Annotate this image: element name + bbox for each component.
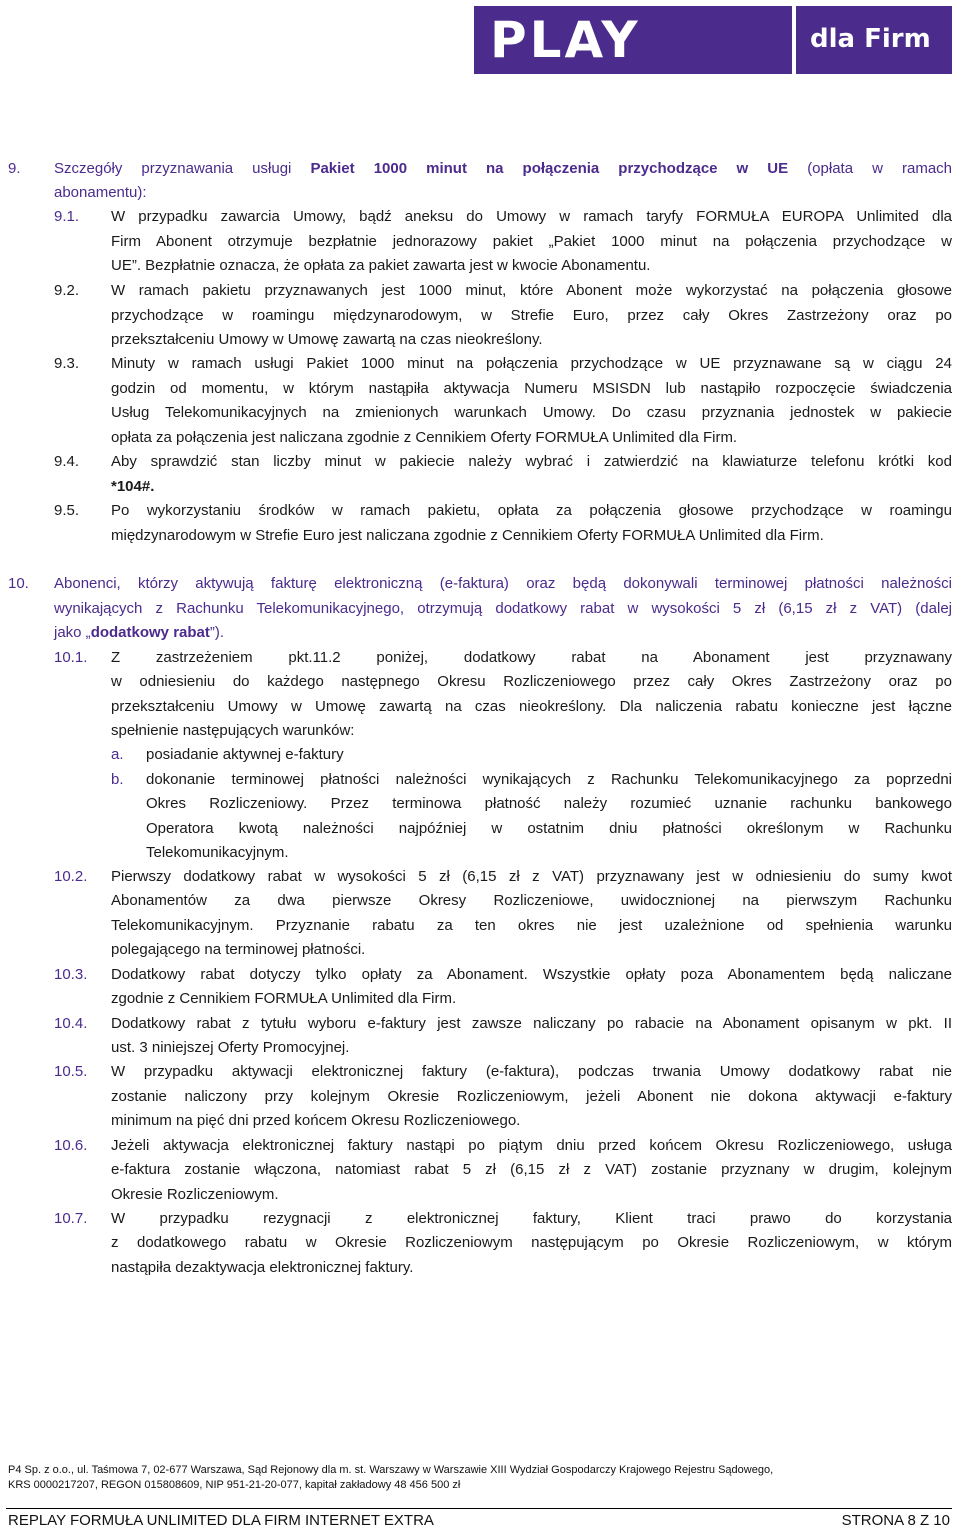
heading-bold-text: Pakiet 1000 minut na połączenia przychodzące w UE <box>310 160 789 177</box>
item-10-7-number: 10.7. <box>54 1210 88 1227</box>
item-10-4-line: Dodatkowy rabat z tytułu wyboru e-faktury jest zawsze naliczany po rabacie na Abonament opisanym w pkt. II <box>111 1015 952 1032</box>
item-9-2-line: przychodzące w roamingu międzynarodowym, w Strefie Euro, przez cały Okres Zastrzeżony oraz po <box>111 307 952 324</box>
item-9-1-line: Firm Abonent otrzymuje bezpłatnie jednorazowy pakiet „Pakiet 1000 minut na połączenia przychodzące w <box>111 233 952 250</box>
item-10-3-line: Dodatkowy rabat dotyczy tylko opłaty za Abonament. Wszystkie opłaty poza Abonamentem będą naliczane <box>111 966 952 983</box>
item-10-7-line: z dodatkowego rabatu w Okresie Rozliczeniowym następującym po Okresie Rozliczeniowym, w którym <box>111 1234 952 1251</box>
item-9-4-line: Aby sprawdzić stan liczby minut w pakiecie należy wybrać i zatwierdzić na klawiaturze telefonu krótki kod <box>111 453 952 470</box>
condition-b-label: b. <box>111 771 124 788</box>
item-9-4-number: 9.4. <box>54 453 80 470</box>
text: jako „ <box>54 624 91 641</box>
item-10-7-line: nastąpiła dezaktywacja elektronicznej faktury. <box>111 1259 414 1276</box>
item-10-2-line: Abonamentów za dwa pierwsze Okresy Rozliczeniowe, uwidocznionej na pierwszym Rachunku <box>111 892 952 909</box>
item-9-3-line: opłata za połączenia jest naliczana zgodnie z Cennikiem Oferty FORMUŁA Unlimited dla Firm. <box>111 429 738 446</box>
text: ”). <box>209 624 225 641</box>
footer-page-number: STRONA 8 Z 10 <box>841 1512 950 1529</box>
item-9-1-number: 9.1. <box>54 208 80 225</box>
item-9-2-number: 9.2. <box>54 282 80 299</box>
logo-play-text: PLAY <box>490 11 641 69</box>
item-10-1-number: 10.1. <box>54 649 88 666</box>
item-10-5-number: 10.5. <box>54 1063 88 1080</box>
condition-b-line: Operatora kwotą należności najpóźniej w ostatnim dniu płatności określonym w Rachunku <box>146 820 952 837</box>
item-10-1-line: w odniesieniu do każdego następnego Okresu Rozliczeniowego przez cały Okres Zastrzeżony oraz po <box>111 673 952 690</box>
logo-divider <box>792 6 796 74</box>
item-10-2-number: 10.2. <box>54 868 88 885</box>
item-10-2-line: Telekomunikacyjnym. Przyznanie rabatu za ten okres nie jest uzależnione od spełnienia warunku <box>111 917 952 934</box>
condition-a-label: a. <box>111 746 124 763</box>
item-9-3-line: Usług Telekomunikacyjnych na zmienionych warunkach Umowy. Do czasu przyznania jednostek w pakiecie <box>111 404 952 421</box>
section-10-number: 10. <box>8 575 29 592</box>
item-9-3-line: Minuty w ramach usługi Pakiet 1000 minut na połączenia przychodzące w UE przyznawane są w ciągu 24 <box>111 355 952 372</box>
item-10-6-number: 10.6. <box>54 1137 88 1154</box>
defined-term: dodatkowy rabat <box>90 624 210 641</box>
item-10-3-number: 10.3. <box>54 966 88 983</box>
item-10-5-line: W przypadku aktywacji elektronicznej faktury (e-faktura), podczas trwania Umowy dodatkowy rabat nie <box>111 1063 952 1080</box>
item-10-3-line: zgodnie z Cennikiem FORMUŁA Unlimited dla Firm. <box>111 990 457 1007</box>
item-10-1-line: Z zastrzeżeniem pkt.11.2 poniżej, dodatkowy rabat na Abonament jest przyznawany <box>111 649 952 666</box>
condition-a-text: posiadanie aktywnej e-faktury <box>146 746 344 763</box>
item-9-3-number: 9.3. <box>54 355 80 372</box>
item-10-2-line: Pierwszy dodatkowy rabat w wysokości 5 zł (6,15 zł z VAT) przyznawany jest w odniesieniu do sumy kwot <box>111 868 952 885</box>
item-9-4-code: *104#. <box>111 478 155 495</box>
item-10-5-line: minimum na pięć dni przed końcem Okresu Rozliczeniowego. <box>111 1112 521 1129</box>
item-10-4-line: ust. 3 niniejszej Oferty Promocyjnej. <box>111 1039 350 1056</box>
footer-company-line: P4 Sp. z o.o., ul. Taśmowa 7, 02-677 Warszawa, Sąd Rejonowy dla m. st. Warszawy w Warszawie XIII Wydział Gospodarczy Krajowego Rejestru Sądowego, <box>8 1464 774 1476</box>
item-10-1-line: przekształceniu Umowy w Umowę zawartą na czas nieokreślony. Dla naliczenia rabatu konieczne jest łączne <box>111 698 952 715</box>
condition-b-line: Okres Rozliczeniowy. Przez terminowa płatność należy rozumieć uznanie rachunku bankowego <box>146 795 952 812</box>
item-9-1-line: UE”. Bezpłatnie oznacza, że opłata za pakiet zawarta jest w kwocie Abonamentu. <box>111 257 651 274</box>
footer-document-title: REPLAY FORMUŁA UNLIMITED DLA FIRM INTERNET EXTRA <box>8 1512 434 1529</box>
section-10-line: wynikających z Rachunku Telekomunikacyjnego, otrzymują dodatkowy rabat w wysokości 5 zł (6,15 zł z VAT) (dalej <box>54 600 952 617</box>
condition-b-line: dokonanie terminowej płatności należności wynikających z Rachunku Telekomunikacyjnego za poprzedni <box>146 771 952 788</box>
logo-dla-firm-text: dla Firm <box>810 24 931 54</box>
item-9-1-line: W przypadku zawarcia Umowy, bądź aneksu do Umowy w ramach taryfy FORMUŁA EUROPA Unlimited dla <box>111 208 952 225</box>
section-10-line <box>54 624 224 642</box>
item-9-2-line: W ramach pakietu przyznawanych jest 1000 minut, które Abonent może wykorzystać na połączenia głosowe <box>111 282 952 299</box>
item-10-1-line: spełnienie następujących warunków: <box>111 722 355 739</box>
item-10-5-line: zostanie naliczony przy kolejnym Okresie Rozliczeniowym, jeżeli Abonent nie dokona aktywacji e-faktury <box>111 1088 952 1105</box>
footer-divider <box>6 1508 952 1509</box>
item-10-4-number: 10.4. <box>54 1015 88 1032</box>
item-9-3-line: godzin od momentu, w którym nastąpiła aktywacja Numeru MSISDN lub nastąpiło rozpoczęcie świadczenia <box>111 380 952 397</box>
item-9-2-line: przekształceniu Umowy w Umowę zawartą na czas nieokreślony. <box>111 331 543 348</box>
section-9-heading <box>54 160 952 178</box>
section-9-heading-cont: abonamentu): <box>54 184 147 201</box>
play-dla-firm-logo <box>474 6 952 74</box>
item-10-2-line: polegającego na terminowej płatności. <box>111 941 366 958</box>
heading-text-end: (opłata w ramach <box>807 160 953 177</box>
heading-text: Szczegóły przyznawania usługi <box>54 160 292 177</box>
condition-b-line: Telekomunikacyjnym. <box>146 844 289 861</box>
item-10-6-line: Jeżeli aktywacja elektronicznej faktury nastąpi po piątym dniu przed końcem Okresu Rozliczeniowego, usługa <box>111 1137 952 1154</box>
section-10-line: Abonenci, którzy aktywują fakturę elektroniczną (e-faktura) oraz będą dokonywali terminowej płatności należności <box>54 575 952 592</box>
item-9-5-line: Po wykorzystaniu środków w ramach pakietu, opłata za połączenia głosowe przychodzące w roamingu <box>111 502 952 519</box>
item-9-5-line: międzynarodowym w Strefie Euro jest naliczana zgodnie z Cennikiem Oferty FORMUŁA Unlimited dla Firm. <box>111 527 824 544</box>
item-9-5-number: 9.5. <box>54 502 80 519</box>
footer-company-line: KRS 0000217207, REGON 015808609, NIP 951-21-20-077, kapitał zakładowy 48 456 500 zł <box>8 1479 461 1491</box>
section-9-number: 9. <box>8 160 21 177</box>
item-10-6-line: Okresie Rozliczeniowym. <box>111 1186 279 1203</box>
item-10-6-line: e-faktura zostanie włączona, natomiast rabat 5 zł (6,15 zł z VAT) zostanie przyznany w drugim, kolejnym <box>111 1161 952 1178</box>
item-10-7-line: W przypadku rezygnacji z elektronicznej faktury, Klient traci prawo do korzystania <box>111 1210 952 1227</box>
